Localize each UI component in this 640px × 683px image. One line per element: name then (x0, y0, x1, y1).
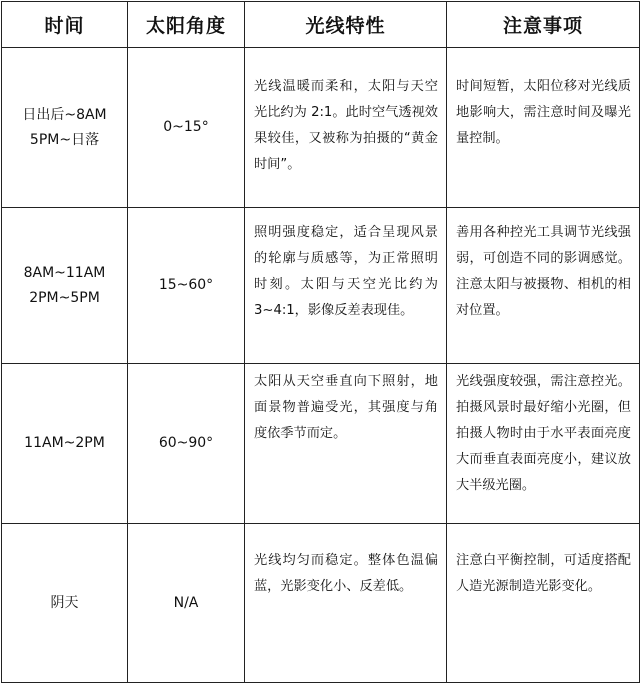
time-line: 2PM~5PM (29, 289, 100, 306)
header-notes: 注意事项 (447, 2, 640, 48)
sun-angle-cell: 60~90° (128, 364, 245, 524)
time-line: 阴天 (50, 594, 79, 611)
header-time: 时间 (2, 2, 128, 48)
time-line: 5PM~日落 (29, 131, 100, 148)
light-text: 光线均匀而稳定。整体色温偏蓝，光影变化小、反差低。 (254, 553, 438, 594)
sun-angle-cell: N/A (128, 524, 245, 683)
time-cell (2, 524, 128, 683)
time-line: 日出后~8AM (22, 106, 107, 123)
notes-text: 善用各种控光工具调节光线强弱，可创造不同的影调感觉。注意太阳与被摄物、相机的相对位置。 (456, 225, 631, 318)
time-line: 8AM~11AM (23, 264, 106, 281)
light-characteristics-cell (245, 364, 447, 524)
notes-cell (447, 48, 640, 208)
time-line: 11AM~2PM (24, 435, 105, 451)
notes-text: 注意白平衡控制，可适度搭配人造光源制造光影变化。 (456, 553, 631, 594)
time-cell (2, 48, 128, 208)
light-characteristics-cell (245, 48, 447, 208)
light-text: 光线温暖而柔和，太阳与天空光比约为 2:1。此时空气透视效果较佳，又被称为拍摄的“黄金时间”。 (254, 79, 438, 172)
time-cell (2, 364, 128, 524)
table-row (2, 208, 640, 364)
light-text: 照明强度稳定，适合呈现风景的轮廓与质感等，为正常照明时刻。太阳与天空光比约为 3~4:1，影像反差表现佳。 (254, 225, 438, 318)
header-sun-angle: 太阳角度 (128, 2, 245, 48)
notes-text: 时间短暂，太阳位移对光线质地影响大，需注意时间及曝光量控制。 (456, 79, 631, 146)
table-row (2, 524, 640, 683)
sun-angle-cell: 0~15° (128, 48, 245, 208)
light-text: 太阳从天空垂直向下照射，地面景物普遍受光，其强度与角度依季节而定。 (254, 374, 438, 441)
lighting-table (1, 1, 640, 683)
light-characteristics-cell (245, 524, 447, 683)
time-cell (2, 208, 128, 364)
notes-cell (447, 524, 640, 683)
notes-cell (447, 364, 640, 524)
notes-text: 光线强度较强，需注意控光。拍摄风景时最好缩小光圈，但拍摄人物时由于水平表面亮度大而垂直表面亮度小，建议放大半级光圈。 (456, 374, 631, 493)
light-characteristics-cell (245, 208, 447, 364)
header-row (2, 2, 640, 48)
table-row (2, 364, 640, 524)
table-row (2, 48, 640, 208)
header-light-characteristics: 光线特性 (245, 2, 447, 48)
sun-angle-cell: 15~60° (128, 208, 245, 364)
notes-cell (447, 208, 640, 364)
